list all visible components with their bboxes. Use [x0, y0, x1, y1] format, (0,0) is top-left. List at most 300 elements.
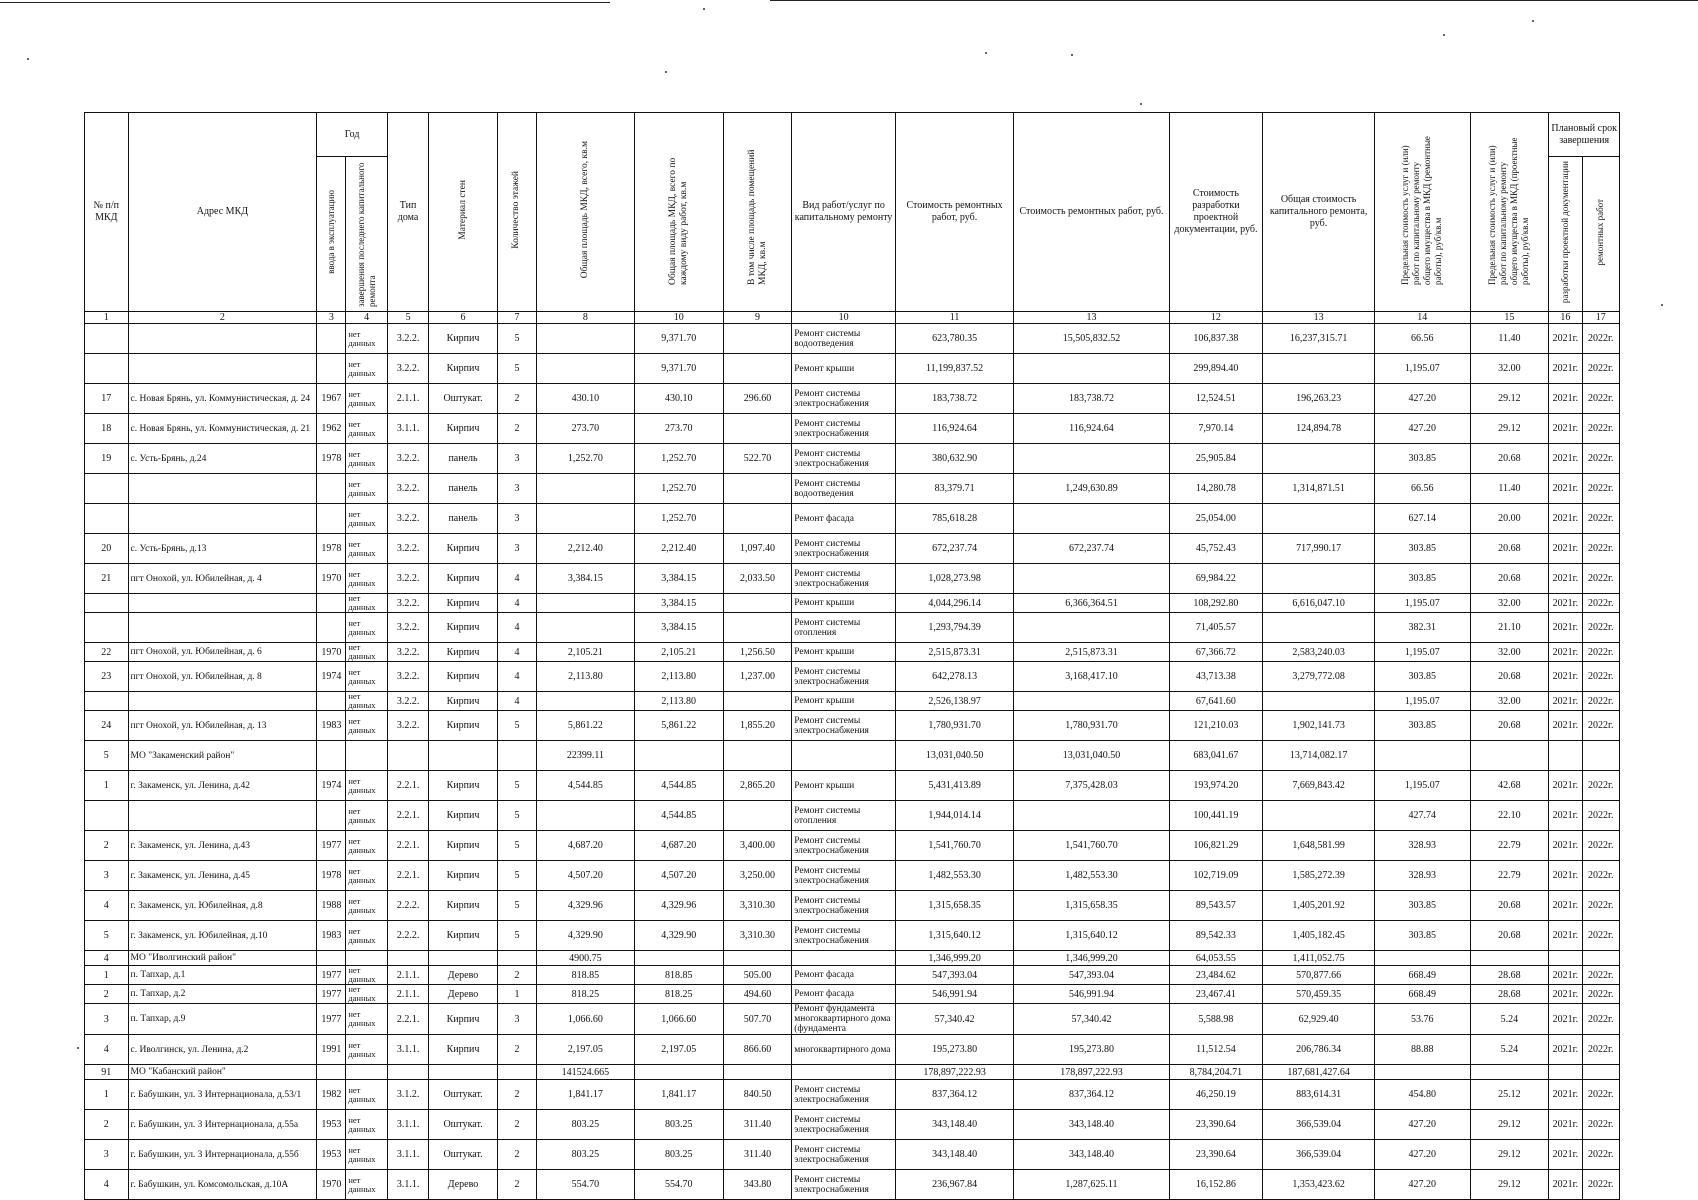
area-by-work-cell: 2,113.80: [634, 662, 723, 692]
floors-cell: [497, 951, 536, 966]
deadline-design-cell: 2021г.: [1549, 384, 1582, 414]
scan-speck: [665, 71, 667, 73]
column-number: 14: [1375, 312, 1470, 324]
total-area-cell: [537, 324, 634, 354]
work-type-cell: Ремонт системы электроснабжения: [792, 921, 896, 951]
total-cost-cell: 1,411,052.75: [1263, 951, 1375, 966]
area-by-work-cell: 1,252.70: [634, 444, 723, 474]
limit-design-cell: 22.79: [1470, 861, 1549, 891]
deadline-design-cell: 2021г.: [1549, 1080, 1582, 1110]
repair-cost-cell: 13,031,040.50: [895, 741, 1013, 771]
premises-area-cell: 2,033.50: [723, 564, 791, 594]
table-row: [85, 692, 1620, 711]
limit-design-cell: 11.40: [1470, 324, 1549, 354]
area-by-work-cell: 818.25: [634, 985, 723, 1004]
limit-repair-cell: 454.80: [1375, 1080, 1470, 1110]
repair-cost-total-cell: [1014, 564, 1170, 594]
table-row: [85, 891, 1620, 921]
row-number: 3: [85, 861, 129, 891]
repair-cost-total-cell: 1,346,999.20: [1014, 951, 1170, 966]
row-number: 17: [85, 384, 129, 414]
total-cost-cell: 1,405,182.45: [1263, 921, 1375, 951]
row-number: 4: [85, 1035, 129, 1065]
limit-repair-cell: 328.93: [1375, 831, 1470, 861]
premises-area-cell: 311.40: [723, 1140, 791, 1170]
limit-design-cell: 20.00: [1470, 504, 1549, 534]
address-cell: г. Бабушкин, ул. 3 Интернационала, д.53/1: [128, 1080, 317, 1110]
address-cell: с. Иволгинск, ул. Ленина, д.2: [128, 1035, 317, 1065]
house-type-cell: 2.1.1.: [387, 384, 428, 414]
table-row: [85, 1065, 1620, 1080]
deadline-works-cell: 2022г.: [1582, 771, 1620, 801]
repair-cost-total-cell: 547,393.04: [1014, 966, 1170, 985]
limit-design-cell: 32.00: [1470, 692, 1549, 711]
deadline-design-cell: 2021г.: [1549, 831, 1582, 861]
column-number: 2: [128, 312, 317, 324]
address-cell: [128, 324, 317, 354]
floors-cell: 4: [497, 594, 536, 613]
limit-repair-cell: 328.93: [1375, 861, 1470, 891]
year-commission-cell: [317, 594, 346, 613]
repair-cost-cell: 11,199,837.52: [895, 354, 1013, 384]
deadline-works-cell: 2022г.: [1582, 891, 1620, 921]
area-by-work-cell: 3,384.15: [634, 564, 723, 594]
design-cost-cell: 106,821.29: [1169, 831, 1262, 861]
house-type-cell: 3.2.2.: [387, 324, 428, 354]
total-cost-cell: 570,877.66: [1263, 966, 1375, 985]
header-limit-repair: Предельная стоимость услуг и (или) работ по капитальному ремонту общего имущества в МКД (ремонтные работы), руб/кв.м: [1375, 113, 1470, 312]
deadline-works-cell: 2022г.: [1582, 1035, 1620, 1065]
scan-speck: [703, 8, 705, 10]
year-commission-cell: [317, 474, 346, 504]
address-cell: [128, 504, 317, 534]
limit-repair-cell: 668.49: [1375, 985, 1470, 1004]
limit-repair-cell: 303.85: [1375, 444, 1470, 474]
house-type-cell: [387, 1065, 428, 1080]
deadline-design-cell: 2021г.: [1549, 692, 1582, 711]
premises-area-cell: 494.60: [723, 985, 791, 1004]
column-number: 17: [1582, 312, 1620, 324]
premises-area-cell: [723, 414, 791, 444]
floors-cell: 4: [497, 643, 536, 662]
column-number: 6: [429, 312, 497, 324]
year-commission-cell: 1988: [317, 891, 346, 921]
work-type-cell: Ремонт системы электроснабжения: [792, 534, 896, 564]
address-cell: п. Тапхар, д.2: [128, 985, 317, 1004]
total-area-cell: 803.25: [537, 1110, 634, 1140]
premises-area-cell: 3,310.30: [723, 891, 791, 921]
house-type-cell: 3.2.2.: [387, 711, 428, 741]
year-last-repair-cell: нет данных: [346, 534, 388, 564]
row-number: 91: [85, 1065, 129, 1080]
work-type-cell: [792, 741, 896, 771]
column-number: 4: [346, 312, 388, 324]
year-last-repair-cell: нет данных: [346, 613, 388, 643]
floors-cell: 5: [497, 354, 536, 384]
deadline-design-cell: [1549, 951, 1582, 966]
repair-cost-cell: 195,273.80: [895, 1035, 1013, 1065]
repair-cost-total-cell: 7,375,428.03: [1014, 771, 1170, 801]
limit-repair-cell: 1,195.07: [1375, 771, 1470, 801]
header-year-commission: ввода в эксплуатацию: [317, 157, 346, 312]
limit-design-cell: [1470, 1065, 1549, 1080]
total-cost-cell: [1263, 354, 1375, 384]
work-type-cell: Ремонт системы водоотведения: [792, 324, 896, 354]
work-type-cell: Ремонт системы электроснабжения: [792, 1080, 896, 1110]
work-type-cell: Ремонт крыши: [792, 643, 896, 662]
deadline-works-cell: 2022г.: [1582, 613, 1620, 643]
address-cell: г. Закаменск, ул. Юбилейная, д.8: [128, 891, 317, 921]
premises-area-cell: 507.70: [723, 1004, 791, 1035]
house-type-cell: 2.2.1.: [387, 801, 428, 831]
premises-area-cell: 3,400.00: [723, 831, 791, 861]
year-commission-cell: 1970: [317, 564, 346, 594]
total-area-cell: 1,066.60: [537, 1004, 634, 1035]
house-type-cell: 3.2.2.: [387, 613, 428, 643]
column-number: 12: [1169, 312, 1262, 324]
total-cost-cell: 1,314,871.51: [1263, 474, 1375, 504]
row-number: [85, 613, 129, 643]
address-cell: МО "Закаменский район": [128, 741, 317, 771]
repair-cost-cell: 183,738.72: [895, 384, 1013, 414]
deadline-works-cell: 2022г.: [1582, 504, 1620, 534]
deadline-design-cell: 2021г.: [1549, 771, 1582, 801]
repair-cost-cell: 380,632.90: [895, 444, 1013, 474]
area-by-work-cell: 1,841.17: [634, 1080, 723, 1110]
wall-material-cell: [429, 1065, 497, 1080]
repair-cost-total-cell: 343,148.40: [1014, 1140, 1170, 1170]
total-cost-cell: 13,714,082.17: [1263, 741, 1375, 771]
year-commission-cell: 1970: [317, 1170, 346, 1200]
total-cost-cell: 1,648,581.99: [1263, 831, 1375, 861]
work-type-cell: Ремонт крыши: [792, 692, 896, 711]
total-cost-cell: 366,539.04: [1263, 1110, 1375, 1140]
header-repair-cost-total: Стоимость ремонтных работ, руб.: [1014, 113, 1170, 312]
limit-design-cell: 32.00: [1470, 354, 1549, 384]
work-type-cell: Ремонт системы электроснабжения: [792, 711, 896, 741]
address-cell: [128, 801, 317, 831]
limit-design-cell: [1470, 951, 1549, 966]
total-area-cell: 554.70: [537, 1170, 634, 1200]
deadline-works-cell: [1582, 1065, 1620, 1080]
year-last-repair-cell: [346, 951, 388, 966]
column-number: 1: [85, 312, 129, 324]
repair-cost-total-cell: 116,924.64: [1014, 414, 1170, 444]
design-cost-cell: 69,984.22: [1169, 564, 1262, 594]
floors-cell: [497, 1065, 536, 1080]
repair-cost-total-cell: [1014, 354, 1170, 384]
year-commission-cell: 1962: [317, 414, 346, 444]
total-cost-cell: 1,902,141.73: [1263, 711, 1375, 741]
repair-cost-cell: 1,028,273.98: [895, 564, 1013, 594]
limit-design-cell: 20.68: [1470, 711, 1549, 741]
total-cost-cell: 717,990.17: [1263, 534, 1375, 564]
wall-material-cell: панель: [429, 504, 497, 534]
column-number: 11: [895, 312, 1013, 324]
wall-material-cell: Кирпич: [429, 1004, 497, 1035]
wall-material-cell: Кирпич: [429, 613, 497, 643]
house-type-cell: 2.2.1.: [387, 771, 428, 801]
area-by-work-cell: 4,544.85: [634, 771, 723, 801]
deadline-design-cell: 2021г.: [1549, 891, 1582, 921]
design-cost-cell: 46,250.19: [1169, 1080, 1262, 1110]
repair-cost-cell: 2,526,138.97: [895, 692, 1013, 711]
header-premises-area: В том числе площадь помещений МКД, кв.м: [723, 113, 791, 312]
work-type-cell: Ремонт системы электроснабжения: [792, 861, 896, 891]
repair-cost-total-cell: 1,249,630.89: [1014, 474, 1170, 504]
column-number-row: [85, 312, 1620, 324]
year-commission-cell: [317, 1065, 346, 1080]
total-area-cell: 5,861.22: [537, 711, 634, 741]
limit-repair-cell: 427.20: [1375, 1110, 1470, 1140]
limit-design-cell: 42.68: [1470, 771, 1549, 801]
design-cost-cell: 89,542.33: [1169, 921, 1262, 951]
total-cost-cell: 883,614.31: [1263, 1080, 1375, 1110]
address-cell: с. Усть-Брянь, д.24: [128, 444, 317, 474]
year-last-repair-cell: нет данных: [346, 1170, 388, 1200]
table-row: [85, 1035, 1620, 1065]
table-row: [85, 444, 1620, 474]
row-number: [85, 692, 129, 711]
area-by-work-cell: 4,544.85: [634, 801, 723, 831]
repair-cost-cell: 57,340.42: [895, 1004, 1013, 1035]
work-type-cell: Ремонт крыши: [792, 771, 896, 801]
limit-design-cell: 21.10: [1470, 613, 1549, 643]
row-number: 2: [85, 831, 129, 861]
area-by-work-cell: 4,687.20: [634, 831, 723, 861]
deadline-works-cell: 2022г.: [1582, 801, 1620, 831]
work-type-cell: Ремонт крыши: [792, 354, 896, 384]
deadline-works-cell: 2022г.: [1582, 594, 1620, 613]
deadline-works-cell: 2022г.: [1582, 966, 1620, 985]
year-commission-cell: 1983: [317, 921, 346, 951]
wall-material-cell: Оштукат.: [429, 1140, 497, 1170]
repair-cost-total-cell: 3,168,417.10: [1014, 662, 1170, 692]
address-cell: г. Бабушкин, ул. 3 Интернационала, д.55а: [128, 1110, 317, 1140]
wall-material-cell: Кирпич: [429, 1035, 497, 1065]
year-last-repair-cell: нет данных: [346, 324, 388, 354]
house-type-cell: 3.2.2.: [387, 504, 428, 534]
design-cost-cell: 12,524.51: [1169, 384, 1262, 414]
area-by-work-cell: 430.10: [634, 384, 723, 414]
column-number: 7: [497, 312, 536, 324]
total-cost-cell: 1,585,272.39: [1263, 861, 1375, 891]
area-by-work-cell: 3,384.15: [634, 613, 723, 643]
deadline-works-cell: 2022г.: [1582, 534, 1620, 564]
total-area-cell: 818.25: [537, 985, 634, 1004]
premises-area-cell: [723, 594, 791, 613]
deadline-works-cell: 2022г.: [1582, 1004, 1620, 1035]
design-cost-cell: 89,543.57: [1169, 891, 1262, 921]
repair-cost-cell: 5,431,413.89: [895, 771, 1013, 801]
house-type-cell: 3.2.2.: [387, 534, 428, 564]
wall-material-cell: Кирпич: [429, 921, 497, 951]
table-row: [85, 985, 1620, 1004]
limit-repair-cell: 303.85: [1375, 891, 1470, 921]
total-area-cell: 22399.11: [537, 741, 634, 771]
work-type-cell: Ремонт системы электроснабжения: [792, 1140, 896, 1170]
area-by-work-cell: 2,197.05: [634, 1035, 723, 1065]
deadline-works-cell: 2022г.: [1582, 354, 1620, 384]
repair-cost-cell: 1,315,640.12: [895, 921, 1013, 951]
deadline-design-cell: 2021г.: [1549, 613, 1582, 643]
deadline-design-cell: 2021г.: [1549, 324, 1582, 354]
repair-cost-cell: 1,293,794.39: [895, 613, 1013, 643]
floors-cell: 3: [497, 444, 536, 474]
floors-cell: 3: [497, 474, 536, 504]
deadline-design-cell: 2021г.: [1549, 414, 1582, 444]
year-commission-cell: 1978: [317, 861, 346, 891]
design-cost-cell: 23,467.41: [1169, 985, 1262, 1004]
limit-repair-cell: 66.56: [1375, 324, 1470, 354]
repair-cost-total-cell: 178,897,222.93: [1014, 1065, 1170, 1080]
scan-edge-line: [0, 2, 610, 3]
year-commission-cell: 1978: [317, 534, 346, 564]
deadline-works-cell: 2022г.: [1582, 831, 1620, 861]
address-cell: г. Закаменск, ул. Ленина, д.45: [128, 861, 317, 891]
repair-cost-total-cell: 183,738.72: [1014, 384, 1170, 414]
house-type-cell: 2.2.2.: [387, 891, 428, 921]
year-last-repair-cell: нет данных: [346, 966, 388, 985]
total-area-cell: [537, 504, 634, 534]
limit-design-cell: 20.68: [1470, 444, 1549, 474]
capital-repair-table: [84, 112, 1620, 1200]
repair-cost-cell: 1,944,014.14: [895, 801, 1013, 831]
premises-area-cell: 3,250.00: [723, 861, 791, 891]
deadline-design-cell: 2021г.: [1549, 985, 1582, 1004]
premises-area-cell: 311.40: [723, 1110, 791, 1140]
limit-design-cell: 29.12: [1470, 1110, 1549, 1140]
repair-cost-total-cell: 2,515,873.31: [1014, 643, 1170, 662]
wall-material-cell: Оштукат.: [429, 384, 497, 414]
total-area-cell: 803.25: [537, 1140, 634, 1170]
wall-material-cell: Кирпич: [429, 771, 497, 801]
table-row: [85, 1170, 1620, 1200]
table-row: [85, 643, 1620, 662]
address-cell: с. Новая Брянь, ул. Коммунистическая, д. 21: [128, 414, 317, 444]
floors-cell: 5: [497, 324, 536, 354]
limit-design-cell: 5.24: [1470, 1004, 1549, 1035]
address-cell: [128, 354, 317, 384]
repair-cost-total-cell: 1,315,658.35: [1014, 891, 1170, 921]
work-type-cell: Ремонт системы электроснабжения: [792, 444, 896, 474]
deadline-design-cell: 2021г.: [1549, 643, 1582, 662]
house-type-cell: 3.1.2.: [387, 1080, 428, 1110]
limit-repair-cell: 303.85: [1375, 662, 1470, 692]
limit-repair-cell: 303.85: [1375, 711, 1470, 741]
limit-design-cell: 29.12: [1470, 1140, 1549, 1170]
header-deadline-works: ремонтных работ: [1582, 157, 1620, 312]
premises-area-cell: [723, 354, 791, 384]
limit-repair-cell: 382.31: [1375, 613, 1470, 643]
header-deadline-design: разработки проектной документации: [1549, 157, 1582, 312]
premises-area-cell: [723, 692, 791, 711]
house-type-cell: 3.2.2.: [387, 594, 428, 613]
address-cell: п. Тапхар, д.1: [128, 966, 317, 985]
deadline-design-cell: 2021г.: [1549, 504, 1582, 534]
row-number: 4: [85, 951, 129, 966]
total-cost-cell: [1263, 801, 1375, 831]
table-row: [85, 966, 1620, 985]
total-area-cell: 818.85: [537, 966, 634, 985]
repair-cost-total-cell: [1014, 613, 1170, 643]
table-row: [85, 384, 1620, 414]
design-cost-cell: 71,405.57: [1169, 613, 1262, 643]
row-number: 1: [85, 771, 129, 801]
work-type-cell: Ремонт системы электроснабжения: [792, 662, 896, 692]
design-cost-cell: 193,974.20: [1169, 771, 1262, 801]
house-type-cell: 3.2.2.: [387, 662, 428, 692]
wall-material-cell: Кирпич: [429, 594, 497, 613]
row-number: [85, 324, 129, 354]
total-cost-cell: 2,583,240.03: [1263, 643, 1375, 662]
year-last-repair-cell: нет данных: [346, 891, 388, 921]
repair-cost-cell: 642,278.13: [895, 662, 1013, 692]
year-commission-cell: [317, 951, 346, 966]
row-number: 2: [85, 985, 129, 1004]
year-last-repair-cell: нет данных: [346, 831, 388, 861]
address-cell: [128, 692, 317, 711]
total-area-cell: [537, 801, 634, 831]
repair-cost-cell: 83,379.71: [895, 474, 1013, 504]
address-cell: г. Закаменск, ул. Ленина, д.42: [128, 771, 317, 801]
address-cell: г. Закаменск, ул. Ленина, д.43: [128, 831, 317, 861]
wall-material-cell: Кирпич: [429, 662, 497, 692]
address-cell: г. Закаменск, ул. Юбилейная, д.10: [128, 921, 317, 951]
limit-design-cell: 20.68: [1470, 662, 1549, 692]
header-design-cost: Стоимость разработки проектной документации, руб.: [1169, 113, 1262, 312]
wall-material-cell: Кирпич: [429, 891, 497, 921]
header-floors: Количество этажей: [497, 113, 536, 312]
wall-material-cell: Кирпич: [429, 564, 497, 594]
floors-cell: 5: [497, 891, 536, 921]
design-cost-cell: 16,152.86: [1169, 1170, 1262, 1200]
deadline-design-cell: 2021г.: [1549, 921, 1582, 951]
header-house-type: Тип дома: [387, 113, 428, 312]
table-row: [85, 1080, 1620, 1110]
repair-cost-cell: 1,482,553.30: [895, 861, 1013, 891]
deadline-design-cell: 2021г.: [1549, 1110, 1582, 1140]
limit-repair-cell: [1375, 1065, 1470, 1080]
house-type-cell: 3.1.1.: [387, 1035, 428, 1065]
area-by-work-cell: 5,861.22: [634, 711, 723, 741]
wall-material-cell: Дерево: [429, 985, 497, 1004]
scan-edge-line: [770, 0, 1698, 1]
deadline-design-cell: 2021г.: [1549, 966, 1582, 985]
work-type-cell: Ремонт фундамента многоквартирного дома (фундамента: [792, 1004, 896, 1035]
wall-material-cell: панель: [429, 444, 497, 474]
row-number: 1: [85, 966, 129, 985]
year-last-repair-cell: нет данных: [346, 414, 388, 444]
repair-cost-total-cell: 15,505,832.52: [1014, 324, 1170, 354]
deadline-design-cell: 2021г.: [1549, 564, 1582, 594]
header-total-cost: Общая стоимость капитального ремонта, руб.: [1263, 113, 1375, 312]
design-cost-cell: 25,905.84: [1169, 444, 1262, 474]
year-last-repair-cell: нет данных: [346, 692, 388, 711]
address-cell: с. Усть-Брянь, д.13: [128, 534, 317, 564]
wall-material-cell: Оштукат.: [429, 1080, 497, 1110]
repair-cost-cell: 343,148.40: [895, 1110, 1013, 1140]
year-commission-cell: 1974: [317, 771, 346, 801]
area-by-work-cell: 1,066.60: [634, 1004, 723, 1035]
work-type-cell: Ремонт крыши: [792, 594, 896, 613]
limit-design-cell: 20.68: [1470, 564, 1549, 594]
floors-cell: 4: [497, 564, 536, 594]
house-type-cell: 2.2.1.: [387, 861, 428, 891]
premises-area-cell: 343.80: [723, 1170, 791, 1200]
repair-cost-total-cell: [1014, 692, 1170, 711]
year-commission-cell: [317, 354, 346, 384]
